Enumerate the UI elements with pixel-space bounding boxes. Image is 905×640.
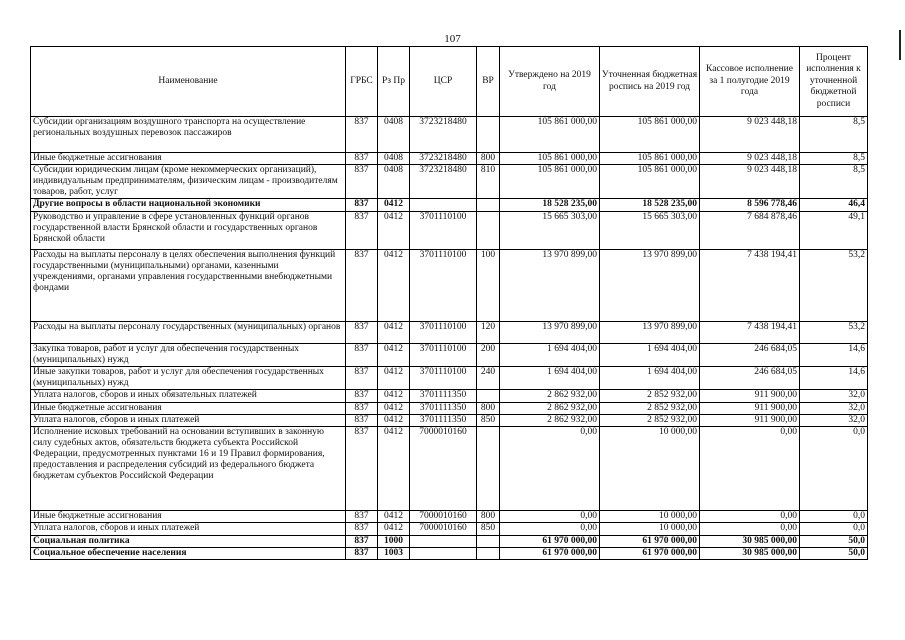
- cell-name: Закупка товаров, работ и услуг для обеспечения государственных (муниципальных) нужд: [31, 344, 346, 367]
- cell-name: Уплата налогов, сборов и иных обязательных платежей: [31, 390, 346, 403]
- cell-vr: [477, 199, 500, 212]
- cell-csr: 7000010160: [410, 427, 477, 511]
- column-header-approved: Утверждено на 2019 год: [500, 47, 600, 117]
- column-header-vr: ВР: [477, 47, 500, 117]
- table-row: [31, 403, 868, 415]
- cell-approved: 0,00: [500, 523, 600, 536]
- cell-rzpr: 0412: [378, 367, 410, 390]
- page-number: 107: [444, 33, 461, 45]
- cell-approved: 2 862 932,00: [500, 390, 600, 403]
- cell-csr: 3723218480: [410, 153, 477, 165]
- cell-percent: 8,5: [800, 165, 868, 199]
- cell-csr: [410, 199, 477, 212]
- column-header-csr: ЦСР: [410, 47, 477, 117]
- column-header-refined: Уточненная бюджетная роспись на 2019 год: [600, 47, 700, 117]
- cell-vr: 810: [477, 165, 500, 199]
- cell-vr: 800: [477, 403, 500, 415]
- cell-csr: 7000010160: [410, 523, 477, 536]
- cell-rzpr: 1000: [378, 536, 410, 548]
- cell-name: Расходы на выплаты персоналу государственных (муниципальных) органов: [31, 322, 346, 344]
- cell-name: Социальная политика: [31, 536, 346, 548]
- table-row: [31, 199, 868, 212]
- cell-rzpr: 0408: [378, 165, 410, 199]
- cell-name: Иные бюджетные ассигнования: [31, 153, 346, 165]
- cell-refined: 15 665 303,00: [600, 212, 700, 250]
- cell-vr: [477, 548, 500, 560]
- cell-csr: 3701110100: [410, 367, 477, 390]
- cell-grbs: 837: [346, 322, 378, 344]
- column-header-name: Наименование: [31, 47, 346, 117]
- cell-csr: 3701111350: [410, 390, 477, 403]
- cell-refined: 105 861 000,00: [600, 165, 700, 199]
- cell-refined: 18 528 235,00: [600, 199, 700, 212]
- cell-vr: 850: [477, 523, 500, 536]
- cell-rzpr: 0412: [378, 511, 410, 523]
- cell-cash: 30 985 000,00: [700, 536, 800, 548]
- budget-execution-table: [30, 46, 868, 560]
- table-row: [31, 322, 868, 344]
- cell-refined: 13 970 899,00: [600, 250, 700, 322]
- cell-vr: 800: [477, 511, 500, 523]
- cell-approved: 2 862 932,00: [500, 403, 600, 415]
- cell-vr: [477, 536, 500, 548]
- cell-refined: 61 970 000,00: [600, 548, 700, 560]
- table-row: [31, 536, 868, 548]
- scan-edge-mark: [899, 30, 901, 60]
- cell-rzpr: 0412: [378, 390, 410, 403]
- cell-csr: 3701110100: [410, 344, 477, 367]
- cell-refined: 1 694 404,00: [600, 367, 700, 390]
- table-row: [31, 427, 868, 511]
- cell-approved: 1 694 404,00: [500, 344, 600, 367]
- cell-refined: 13 970 899,00: [600, 322, 700, 344]
- cell-csr: 7000010160: [410, 511, 477, 523]
- cell-csr: [410, 548, 477, 560]
- cell-percent: 0,0: [800, 427, 868, 511]
- cell-cash: 9 023 448,18: [700, 165, 800, 199]
- cell-percent: 32,0: [800, 415, 868, 427]
- cell-cash: 9 023 448,18: [700, 117, 800, 153]
- cell-approved: 0,00: [500, 511, 600, 523]
- cell-cash: 8 596 778,46: [700, 199, 800, 212]
- cell-csr: 3723218480: [410, 117, 477, 153]
- cell-refined: 1 694 404,00: [600, 344, 700, 367]
- cell-cash: 9 023 448,18: [700, 153, 800, 165]
- cell-csr: 3701111350: [410, 403, 477, 415]
- cell-grbs: 837: [346, 403, 378, 415]
- table-row: [31, 165, 868, 199]
- cell-rzpr: 0412: [378, 427, 410, 511]
- cell-name: Другие вопросы в области национальной экономики: [31, 199, 346, 212]
- cell-rzpr: 0412: [378, 250, 410, 322]
- cell-name: Руководство и управление в сфере установленных функций органов государственной власти Брянской области и государственных органов Брянской области: [31, 212, 346, 250]
- cell-approved: 61 970 000,00: [500, 548, 600, 560]
- cell-grbs: 837: [346, 415, 378, 427]
- cell-rzpr: 0412: [378, 403, 410, 415]
- cell-rzpr: 0412: [378, 322, 410, 344]
- cell-name: Расходы на выплаты персоналу в целях обеспечения выполнения функций государственными (муниципальными) органами, казенными учреждениями, органами управления государственными внебюджетными фондами: [31, 250, 346, 322]
- cell-percent: 32,0: [800, 403, 868, 415]
- table-row: [31, 153, 868, 165]
- cell-grbs: 837: [346, 427, 378, 511]
- cell-vr: 200: [477, 344, 500, 367]
- cell-approved: 105 861 000,00: [500, 153, 600, 165]
- cell-percent: 32,0: [800, 390, 868, 403]
- cell-percent: 46,4: [800, 199, 868, 212]
- cell-refined: 105 861 000,00: [600, 153, 700, 165]
- cell-rzpr: 0412: [378, 344, 410, 367]
- column-header-grbs: ГРБС: [346, 47, 378, 117]
- table-row: [31, 212, 868, 250]
- cell-cash: 0,00: [700, 511, 800, 523]
- column-header-cash: Кассовое исполнение за 1 полугодие 2019 года: [700, 47, 800, 117]
- cell-name: Иные закупки товаров, работ и услуг для обеспечения государственных (муниципальных) нужд: [31, 367, 346, 390]
- cell-vr: 120: [477, 322, 500, 344]
- cell-cash: 911 900,00: [700, 403, 800, 415]
- cell-grbs: 837: [346, 117, 378, 153]
- cell-refined: 105 861 000,00: [600, 117, 700, 153]
- cell-rzpr: 0408: [378, 117, 410, 153]
- cell-grbs: 837: [346, 367, 378, 390]
- table-row: [31, 117, 868, 153]
- cell-refined: 2 852 932,00: [600, 390, 700, 403]
- cell-csr: 3701110100: [410, 250, 477, 322]
- cell-approved: 15 665 303,00: [500, 212, 600, 250]
- cell-percent: 53,2: [800, 322, 868, 344]
- cell-vr: 100: [477, 250, 500, 322]
- cell-grbs: 837: [346, 344, 378, 367]
- cell-grbs: 837: [346, 536, 378, 548]
- table-row: [31, 367, 868, 390]
- cell-rzpr: 0412: [378, 415, 410, 427]
- cell-rzpr: 0412: [378, 199, 410, 212]
- cell-vr: [477, 117, 500, 153]
- cell-rzpr: 1003: [378, 548, 410, 560]
- cell-refined: 10 000,00: [600, 523, 700, 536]
- cell-approved: 105 861 000,00: [500, 165, 600, 199]
- cell-grbs: 837: [346, 548, 378, 560]
- cell-grbs: 837: [346, 523, 378, 536]
- cell-csr: 3723218480: [410, 165, 477, 199]
- table-row: [31, 511, 868, 523]
- cell-name: Субсидии юридическим лицам (кроме некоммерческих организаций), индивидуальным предпринимателям, физическим лицам - производителям товаров, работ, услуг: [31, 165, 346, 199]
- cell-csr: [410, 536, 477, 548]
- cell-vr: 800: [477, 153, 500, 165]
- table-header-row: [31, 47, 868, 117]
- cell-name: Уплата налогов, сборов и иных платежей: [31, 415, 346, 427]
- cell-refined: 2 852 932,00: [600, 415, 700, 427]
- table-row: [31, 548, 868, 560]
- cell-cash: 246 684,05: [700, 367, 800, 390]
- cell-grbs: 837: [346, 390, 378, 403]
- cell-name: Субсидии организациям воздушного транспорта на осуществление региональных воздушных перевозок пассажиров: [31, 117, 346, 153]
- cell-approved: 0,00: [500, 427, 600, 511]
- cell-approved: 13 970 899,00: [500, 250, 600, 322]
- table-row: [31, 390, 868, 403]
- cell-cash: 0,00: [700, 427, 800, 511]
- cell-name: Исполнение исковых требований на основании вступивших в законную силу судебных актов, обязательств бюджета субъекта Российской Федерации, предусмотренных пунктами 16 и 19 Правил формирования, предоставления и распределения субсидий из федерального бюджета бюджетам субъектов Российской Федерации: [31, 427, 346, 511]
- cell-csr: 3701111350: [410, 415, 477, 427]
- cell-name: Иные бюджетные ассигнования: [31, 403, 346, 415]
- cell-percent: 8,5: [800, 117, 868, 153]
- cell-approved: 2 862 932,00: [500, 415, 600, 427]
- cell-grbs: 837: [346, 153, 378, 165]
- cell-grbs: 837: [346, 212, 378, 250]
- cell-csr: 3701110100: [410, 322, 477, 344]
- cell-refined: 61 970 000,00: [600, 536, 700, 548]
- cell-csr: 3701110100: [410, 212, 477, 250]
- cell-approved: 61 970 000,00: [500, 536, 600, 548]
- cell-rzpr: 0412: [378, 212, 410, 250]
- cell-approved: 18 528 235,00: [500, 199, 600, 212]
- cell-refined: 10 000,00: [600, 511, 700, 523]
- cell-name: Социальное обеспечение населения: [31, 548, 346, 560]
- cell-refined: 2 852 932,00: [600, 403, 700, 415]
- cell-percent: 50,0: [800, 548, 868, 560]
- cell-percent: 0,0: [800, 511, 868, 523]
- cell-approved: 1 694 404,00: [500, 367, 600, 390]
- cell-percent: 14,6: [800, 344, 868, 367]
- column-header-percent: Процент исполнения к уточненной бюджетной росписи: [800, 47, 868, 117]
- cell-vr: [477, 212, 500, 250]
- cell-percent: 0,0: [800, 523, 868, 536]
- cell-grbs: 837: [346, 250, 378, 322]
- cell-approved: 105 861 000,00: [500, 117, 600, 153]
- cell-grbs: 837: [346, 511, 378, 523]
- cell-approved: 13 970 899,00: [500, 322, 600, 344]
- table-row: [31, 523, 868, 536]
- cell-rzpr: 0408: [378, 153, 410, 165]
- cell-cash: 7 684 878,46: [700, 212, 800, 250]
- cell-cash: 911 900,00: [700, 390, 800, 403]
- cell-name: Уплата налогов, сборов и иных платежей: [31, 523, 346, 536]
- cell-rzpr: 0412: [378, 523, 410, 536]
- cell-vr: [477, 390, 500, 403]
- cell-percent: 50,0: [800, 536, 868, 548]
- cell-vr: 240: [477, 367, 500, 390]
- column-header-rzpr: Рз Пр: [378, 47, 410, 117]
- cell-grbs: 837: [346, 165, 378, 199]
- cell-cash: 911 900,00: [700, 415, 800, 427]
- cell-percent: 53,2: [800, 250, 868, 322]
- cell-percent: 8,5: [800, 153, 868, 165]
- cell-grbs: 837: [346, 199, 378, 212]
- table-row: [31, 344, 868, 367]
- cell-cash: 246 684,05: [700, 344, 800, 367]
- cell-cash: 7 438 194,41: [700, 322, 800, 344]
- cell-percent: 14,6: [800, 367, 868, 390]
- cell-cash: 7 438 194,41: [700, 250, 800, 322]
- cell-name: Иные бюджетные ассигнования: [31, 511, 346, 523]
- cell-percent: 49,1: [800, 212, 868, 250]
- table-row: [31, 415, 868, 427]
- cell-refined: 10 000,00: [600, 427, 700, 511]
- cell-vr: 850: [477, 415, 500, 427]
- table-row: [31, 250, 868, 322]
- cell-cash: 0,00: [700, 523, 800, 536]
- cell-vr: [477, 427, 500, 511]
- cell-cash: 30 985 000,00: [700, 548, 800, 560]
